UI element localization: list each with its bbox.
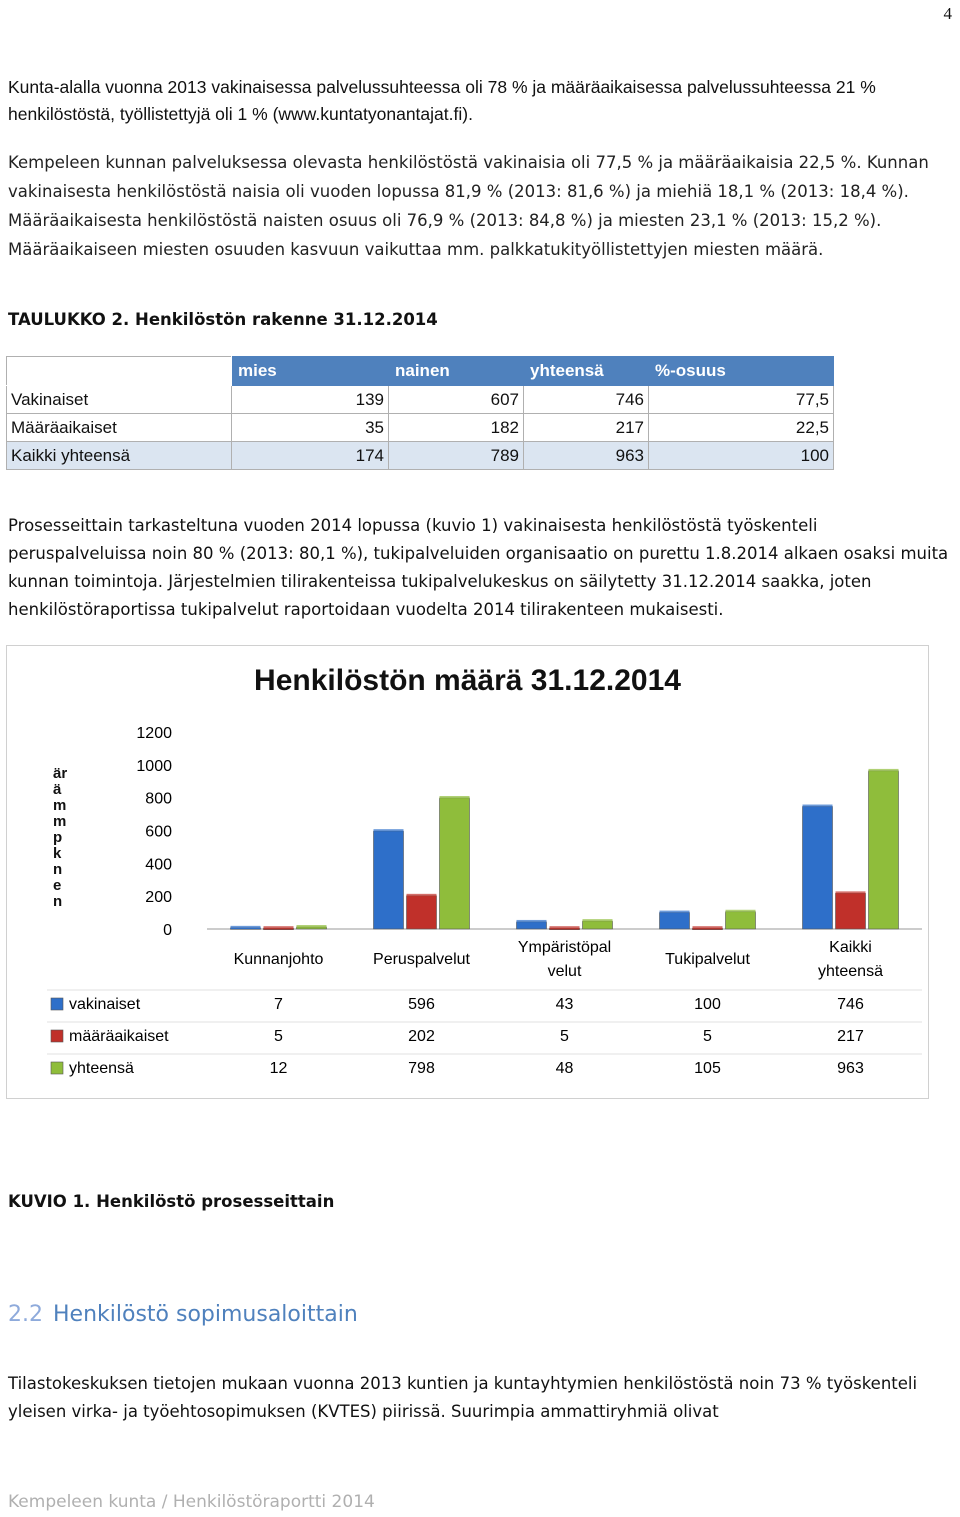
y-tick-label: 200 bbox=[145, 889, 172, 907]
chart-bar bbox=[660, 913, 690, 929]
x-category-label: Peruspalvelut bbox=[373, 951, 470, 968]
chart-bar-top bbox=[869, 769, 899, 772]
cell-mies: 139 bbox=[232, 386, 389, 414]
page-number: 4 bbox=[943, 4, 952, 23]
x-category-label: Kaikki bbox=[829, 939, 872, 956]
cell-mies: 174 bbox=[232, 442, 389, 470]
chart-bar-top bbox=[407, 894, 437, 897]
chart-plot bbox=[7, 646, 928, 1098]
data-table-value: 5 bbox=[703, 1028, 712, 1045]
table-caption: TAULUKKO 2. Henkilöstön rakenne 31.12.2014 bbox=[8, 310, 438, 329]
y-tick-label: 1200 bbox=[136, 725, 172, 742]
chart-bar-top bbox=[693, 926, 723, 929]
data-table-value: 100 bbox=[694, 996, 721, 1013]
cell-nainen: 182 bbox=[389, 414, 524, 442]
chart-bar-top bbox=[374, 829, 404, 832]
cell-nainen: 607 bbox=[389, 386, 524, 414]
table-row bbox=[7, 442, 834, 470]
section-heading bbox=[8, 1302, 358, 1327]
legend-series-name: yhteensä bbox=[69, 1060, 134, 1077]
legend-series-name: määräaikaiset bbox=[69, 1028, 169, 1045]
x-category-label: yhteensä bbox=[818, 963, 883, 980]
data-table-value: 798 bbox=[408, 1060, 435, 1077]
chart-bar bbox=[517, 922, 547, 929]
x-category-label: Ympäristöpal bbox=[517, 939, 612, 956]
table-header-yhteensa: yhteensä bbox=[524, 357, 649, 386]
legend-swatch bbox=[51, 1062, 63, 1074]
cell-nainen: 789 bbox=[389, 442, 524, 470]
y-tick-label: 0 bbox=[163, 922, 172, 939]
page-footer: Kempeleen kunta / Henkilöstöraportti 2014 bbox=[8, 1492, 375, 1512]
chart-bar-top bbox=[726, 910, 756, 913]
table-header-row bbox=[7, 357, 834, 386]
table-header-empty bbox=[7, 357, 232, 386]
legend-series-name: vakinaiset bbox=[69, 996, 141, 1013]
personnel-structure-table bbox=[6, 356, 834, 470]
chart-y-axis-label: ärä mm pknen bbox=[53, 765, 68, 910]
section-title: Henkilöstö sopimusaloittain bbox=[53, 1302, 358, 1327]
legend-swatch bbox=[51, 1030, 63, 1042]
cell-osuus: 77,5 bbox=[649, 386, 834, 414]
data-table-value: 202 bbox=[408, 1028, 435, 1045]
table-row bbox=[7, 386, 834, 414]
chart-bar-top bbox=[836, 891, 866, 894]
data-table-value: 596 bbox=[408, 996, 435, 1013]
chart-bar bbox=[374, 831, 404, 929]
intro-paragraph: Kunta-alalla vuonna 2013 vakinaisessa palvelussuhteessa oli 78 % ja määräaikaisessa palvelussuhteessa 21 % henkilöstöstä, työllistettyjä oli 1 % (www.kuntatyonantajat.fi). bbox=[8, 77, 876, 124]
row-label: Kaikki yhteensä bbox=[7, 442, 232, 470]
table-header-osuus: %-osuus bbox=[649, 357, 834, 386]
data-table-value: 12 bbox=[269, 1060, 288, 1077]
table-header-nainen: nainen bbox=[389, 357, 524, 386]
x-category-label: velut bbox=[547, 963, 582, 980]
chart-bar bbox=[836, 893, 866, 929]
cell-yhteensa: 217 bbox=[524, 414, 649, 442]
row-label: Vakinaiset bbox=[7, 386, 232, 414]
cell-mies: 35 bbox=[232, 414, 389, 442]
y-tick-label: 800 bbox=[145, 790, 172, 808]
figure-caption: KUVIO 1. Henkilöstö prosesseittain bbox=[8, 1192, 335, 1211]
chart-bar-top bbox=[264, 926, 294, 929]
chart-bar-top bbox=[583, 919, 613, 922]
data-table-value: 5 bbox=[560, 1028, 569, 1045]
section-paragraph: Tilastokeskuksen tietojen mukaan vuonna 2013 kuntien ja kuntayhtymien henkilöstöstä noin 73 % työskenteli yleisen virka- ja työehtosopimuksen (KVTES) piirissä. Suurimpia ammattiryhmiä olivat bbox=[8, 1374, 918, 1421]
table-header-mies: mies bbox=[232, 357, 389, 386]
personnel-chart bbox=[6, 645, 929, 1099]
x-category-label: Kunnanjohto bbox=[233, 951, 324, 968]
table-row bbox=[7, 414, 834, 442]
data-table-value: 746 bbox=[837, 996, 864, 1013]
data-table-value: 217 bbox=[837, 1028, 864, 1045]
cell-osuus: 22,5 bbox=[649, 414, 834, 442]
data-table-value: 7 bbox=[274, 996, 283, 1013]
cell-yhteensa: 746 bbox=[524, 386, 649, 414]
section-number: 2.2 bbox=[8, 1302, 43, 1327]
chart-bar bbox=[407, 896, 437, 929]
process-paragraph: Prosesseittain tarkasteltuna vuoden 2014 lopussa (kuvio 1) vakinaisesta henkilöstöstä työskenteli peruspalveluissa noin 80 % (2013: 80,1 %), tukipalveluiden organisaatio on purettu 1.8.2014 alkaen osaksi muita kunnan toimintoja. Järjestelmien tilirakenteissa tukipalvelukeskus on säilytetty 31.12.2014 saakka, joten henkilöstöraportissa tukipalvelut raportoidaan vuodelta 2014 tilirakenteen mukaisesti. bbox=[8, 516, 949, 619]
data-table-value: 105 bbox=[694, 1060, 721, 1077]
chart-bar bbox=[869, 771, 899, 929]
chart-bar bbox=[583, 921, 613, 929]
row-label: Määräaikaiset bbox=[7, 414, 232, 442]
y-tick-label: 1000 bbox=[136, 757, 172, 775]
legend-swatch bbox=[51, 998, 63, 1010]
chart-bar-top bbox=[297, 925, 327, 928]
chart-bar bbox=[803, 807, 833, 929]
chart-bar-top bbox=[231, 926, 261, 929]
y-tick-label: 400 bbox=[145, 856, 172, 874]
chart-bar bbox=[726, 912, 756, 929]
chart-title: Henkilöstön määrä 31.12.2014 bbox=[254, 664, 681, 697]
chart-bar-top bbox=[440, 796, 470, 799]
chart-bar-top bbox=[660, 911, 690, 914]
data-table-value: 963 bbox=[837, 1060, 864, 1077]
kempele-paragraph: Kempeleen kunnan palveluksessa olevasta henkilöstöstä vakinaisia oli 77,5 % ja määräaikaisia 22,5 %. Kunnan vakinaisesta henkilöstöstä naisia oli vuoden lopussa 81,9 % (2013: 81,6 %) ja miehiä 18,1 % (2013: 18,4 %). Määräaikaisesta henkilöstöstä naisten osuus oli 76,9 % (2013: 84,8 %) ja miesten 23,1 % (2013: 15,2 %). Määräaikaiseen miesten osuuden kasvuun vaikuttaa mm. palkkatukityöllistettyjen miesten määrä. bbox=[8, 153, 929, 259]
data-table-value: 43 bbox=[555, 996, 574, 1013]
cell-osuus: 100 bbox=[649, 442, 834, 470]
chart-bar bbox=[440, 798, 470, 929]
data-table-value: 5 bbox=[274, 1028, 283, 1045]
cell-yhteensa: 963 bbox=[524, 442, 649, 470]
y-tick-label: 600 bbox=[145, 823, 172, 841]
chart-bar-top bbox=[517, 920, 547, 923]
x-category-label: Tukipalvelut bbox=[665, 951, 750, 968]
data-table-value: 48 bbox=[555, 1060, 574, 1077]
chart-bar-top bbox=[550, 926, 580, 929]
chart-bar-top bbox=[803, 805, 833, 808]
